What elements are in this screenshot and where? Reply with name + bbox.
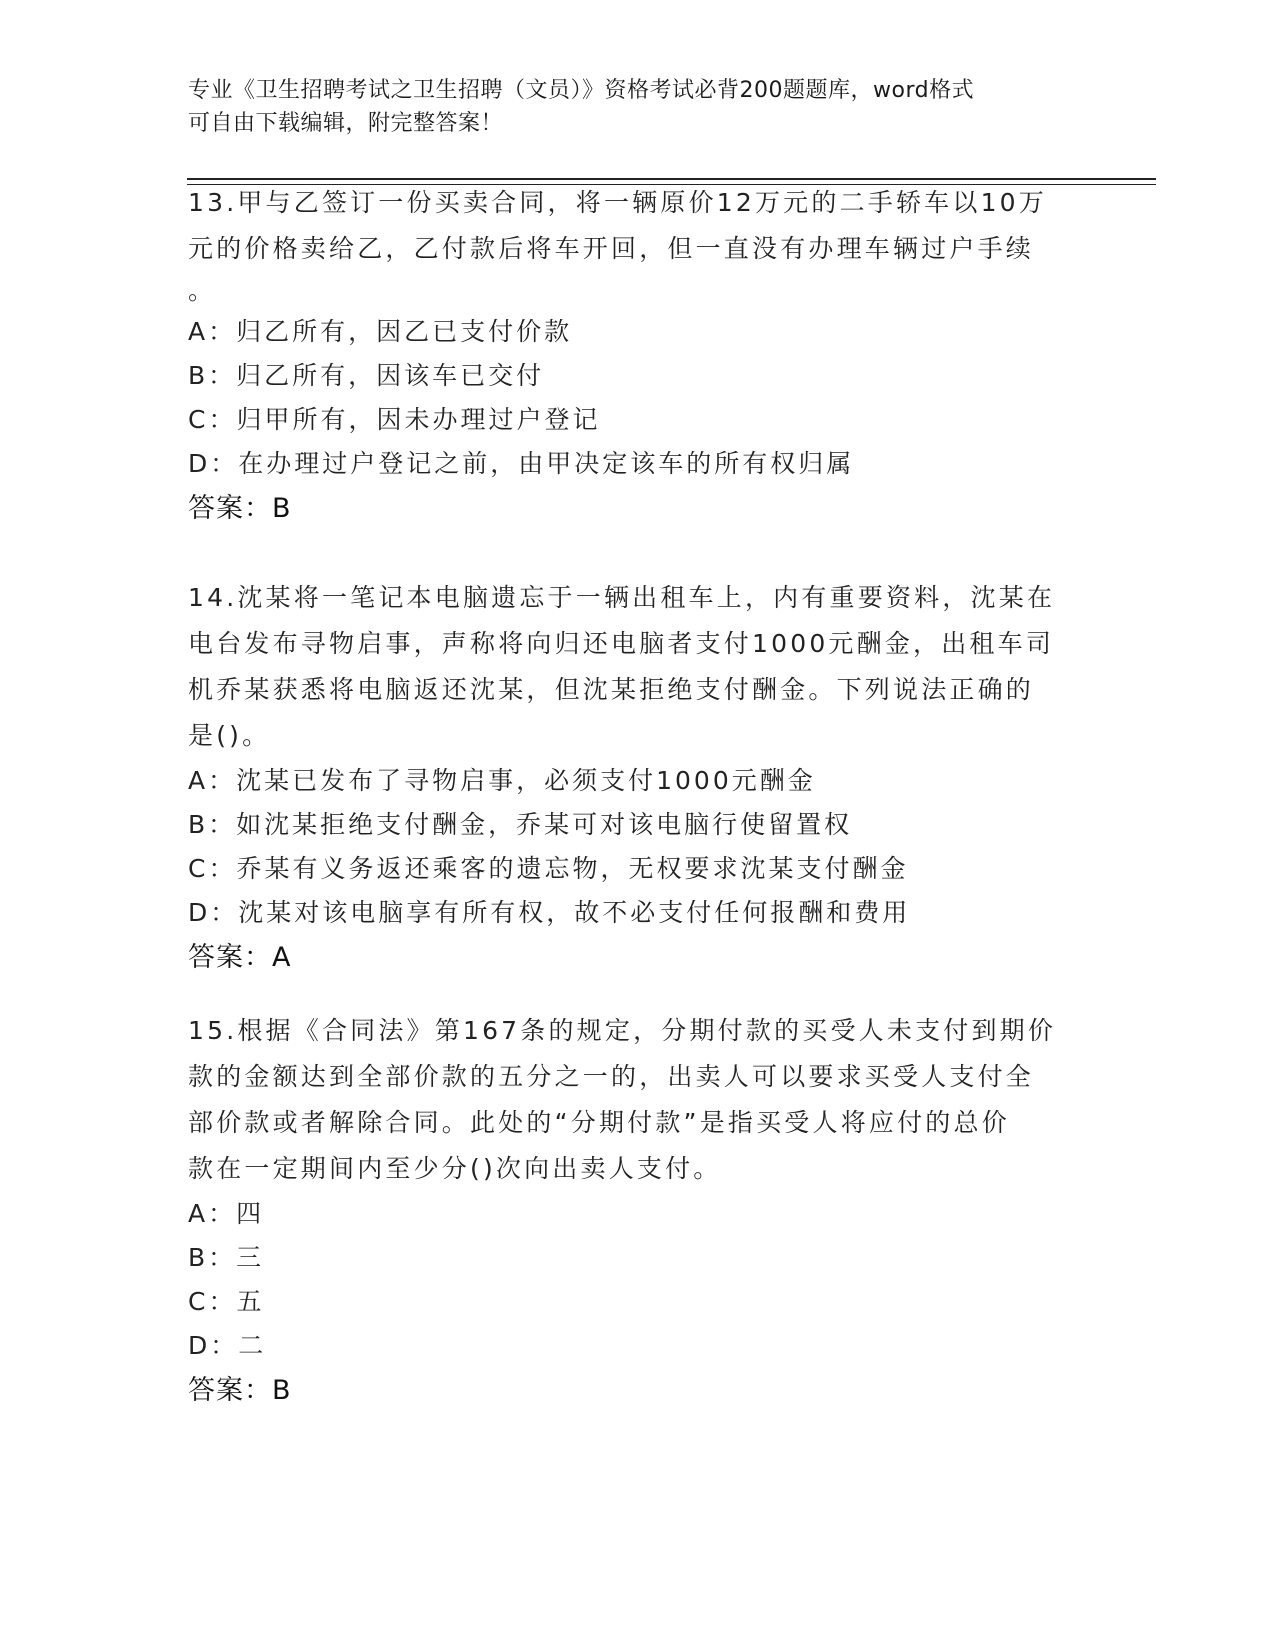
option-b: B：归乙所有，因该车已交付 (188, 361, 545, 390)
header-line-2: 可自由下载编辑，附完整答案！ (188, 111, 504, 136)
question-15 (188, 1008, 1078, 1414)
question-13 (188, 180, 1078, 532)
option-a: A：四 (188, 1199, 265, 1228)
option-c: C：归甲所有，因未办理过户登记 (188, 405, 601, 434)
question-14 (188, 575, 1078, 981)
question-line: 14.沈某将一笔记本电脑遗忘于一辆出租车上，内有重要资料，沈某在 (188, 583, 1056, 612)
question-line: 部价款或者解除合同。此处的“分期付款”是指买受人将应付的总价 (188, 1108, 1010, 1137)
question-line: 13.甲与乙签订一份买卖合同，将一辆原价12万元的二手轿车以10万 (188, 188, 1047, 217)
question-text (188, 180, 1078, 310)
question-line: 款在一定期间内至少分()次向出卖人支付。 (188, 1154, 722, 1183)
answer-label: 答案：A (188, 942, 292, 973)
question-line: 电台发布寻物启事，声称将向归还电脑者支付1000元酬金，出租车司 (188, 629, 1055, 658)
answer-label: 答案：B (188, 1375, 292, 1406)
question-text (188, 1008, 1078, 1192)
question-line: 。 (188, 276, 217, 305)
option-d: D：二 (188, 1331, 267, 1360)
option-a: A：沈某已发布了寻物启事，必须支付1000元酬金 (188, 766, 816, 795)
question-text (188, 575, 1078, 759)
question-line: 元的价格卖给乙，乙付款后将车开回，但一直没有办理车辆过户手续 (188, 234, 1035, 263)
answer-label: 答案：B (188, 493, 292, 524)
option-d: D：在办理过户登记之前，由甲决定该车的所有权归属 (188, 449, 855, 478)
question-line: 款的金额达到全部价款的五分之一的，出卖人可以要求买受人支付全 (188, 1062, 1035, 1091)
option-b: B：三 (188, 1243, 265, 1272)
document-header (188, 74, 1068, 140)
option-c: C：五 (188, 1287, 265, 1316)
option-c: C：乔某有义务返还乘客的遗忘物，无权要求沈某支付酬金 (188, 854, 909, 883)
option-b: B：如沈某拒绝支付酬金，乔某可对该电脑行使留置权 (188, 810, 853, 839)
question-line: 15.根据《合同法》第167条的规定，分期付款的买受人未支付到期价 (188, 1016, 1057, 1045)
question-line: 是()。 (188, 721, 271, 750)
header-line-1: 专业《卫生招聘考试之卫生招聘（文员）》资格考试必背200题题库，word格式 (188, 78, 975, 103)
question-line: 机乔某获悉将电脑返还沈某，但沈某拒绝支付酬金。下列说法正确的 (188, 675, 1035, 704)
option-a: A：归乙所有，因乙已支付价款 (188, 317, 573, 346)
option-d: D：沈某对该电脑享有所有权，故不必支付任何报酬和费用 (188, 898, 911, 927)
